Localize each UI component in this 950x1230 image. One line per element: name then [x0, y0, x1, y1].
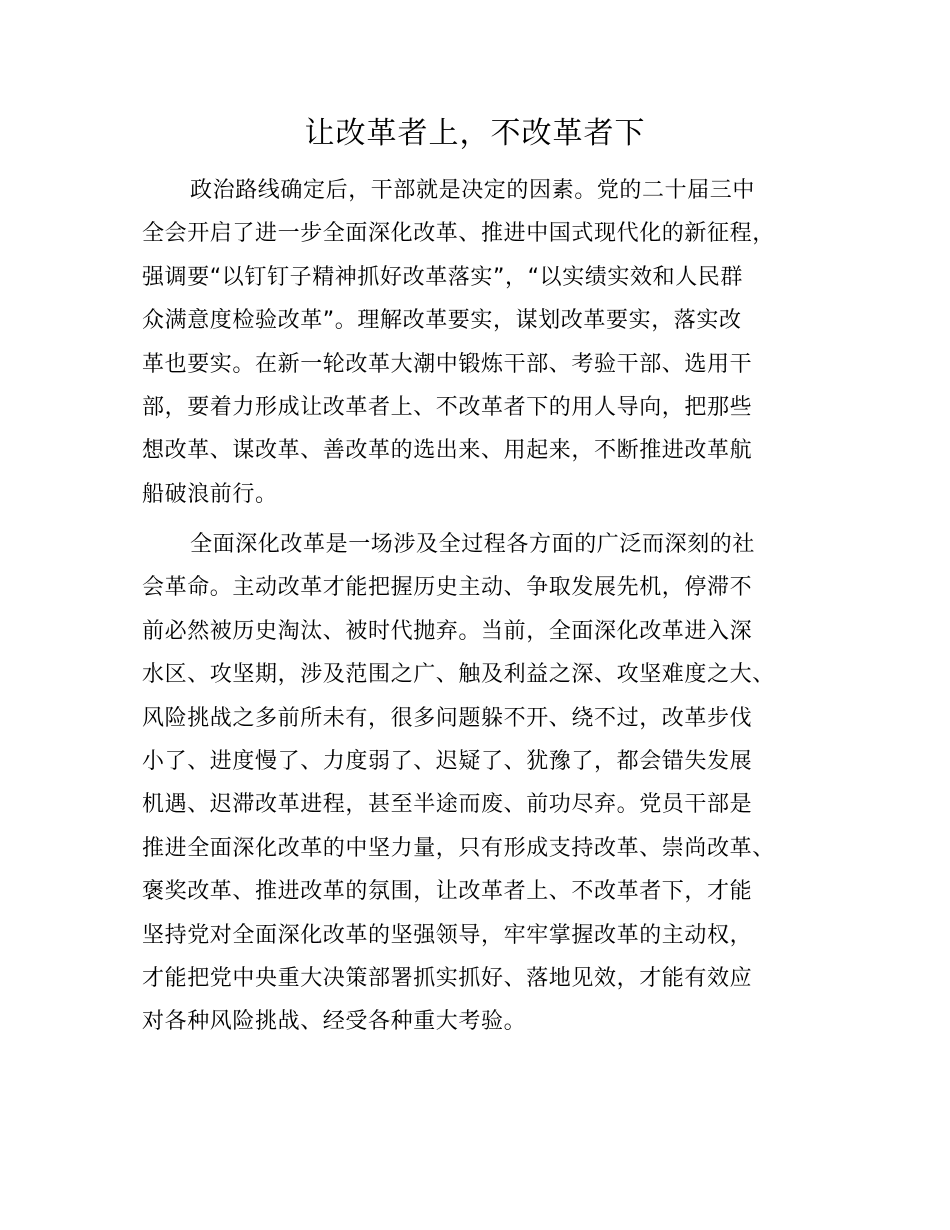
text-line: 褒奖改革、推进改革的氛围，让改革者上、不改革者下，才能	[142, 879, 753, 905]
text-line: 强调要“以钉钉子精神抓好改革落实”，“以实绩实效和人民群	[142, 264, 743, 290]
text-line: 推进全面深化改革的中坚力量，只有形成支持改革、崇尚改革、	[142, 835, 775, 861]
text-line: 小了、进度慢了、力度弱了、迟疑了、犹豫了，都会错失发展	[142, 749, 753, 775]
text-line: 风险挑战之多前所未有，很多问题躲不开、绕不过，改革步伐	[142, 705, 753, 731]
text-line: 众满意度检验改革”。理解改革要实，谋划改革要实，落实改	[142, 308, 742, 334]
text-line: 全会开启了进一步全面深化改革、推进中国式现代化的新征程，	[142, 221, 775, 247]
text-line: 全面深化改革是一场涉及全过程各方面的广泛而深刻的社	[190, 532, 756, 557]
text-line: 部，要着力形成让改革者上、不改革者下的用人导向，把那些	[142, 395, 753, 421]
text-line: 会革命。主动改革才能把握历史主动、争取发展先机，停滞不	[142, 575, 753, 601]
text-line: 水区、攻坚期，涉及范围之广、触及利益之深、攻坚难度之大、	[142, 662, 775, 688]
text-line: 船破浪前行。	[142, 481, 278, 507]
text-line: 革也要实。在新一轮改革大潮中锻炼干部、考验干部、选用干	[142, 351, 753, 377]
text-line: 坚持党对全面深化改革的坚强领导，牢牢掌握改革的主动权，	[142, 922, 753, 948]
paragraph-1	[142, 169, 834, 516]
text-line: 政治路线确定后，干部就是决定的因素。党的二十届三中	[190, 178, 756, 203]
text-line: 前必然被历史淘汰、被时代抛弃。当前，全面深化改革进入深	[142, 618, 753, 644]
paragraph-2	[142, 523, 834, 1044]
document-title: 让改革者上，不改革者下	[304, 116, 646, 151]
text-line: 想改革、谋改革、善改革的选出来、用起来，不断推进改革航	[142, 438, 753, 464]
text-line: 才能把党中央重大决策部署抓实抓好、落地见效，才能有效应	[142, 966, 753, 992]
text-line: 对各种风险挑战、经受各种重大考验。	[142, 1009, 527, 1035]
text-line: 机遇、迟滞改革进程，甚至半途而废、前功尽弃。党员干部是	[142, 792, 753, 818]
